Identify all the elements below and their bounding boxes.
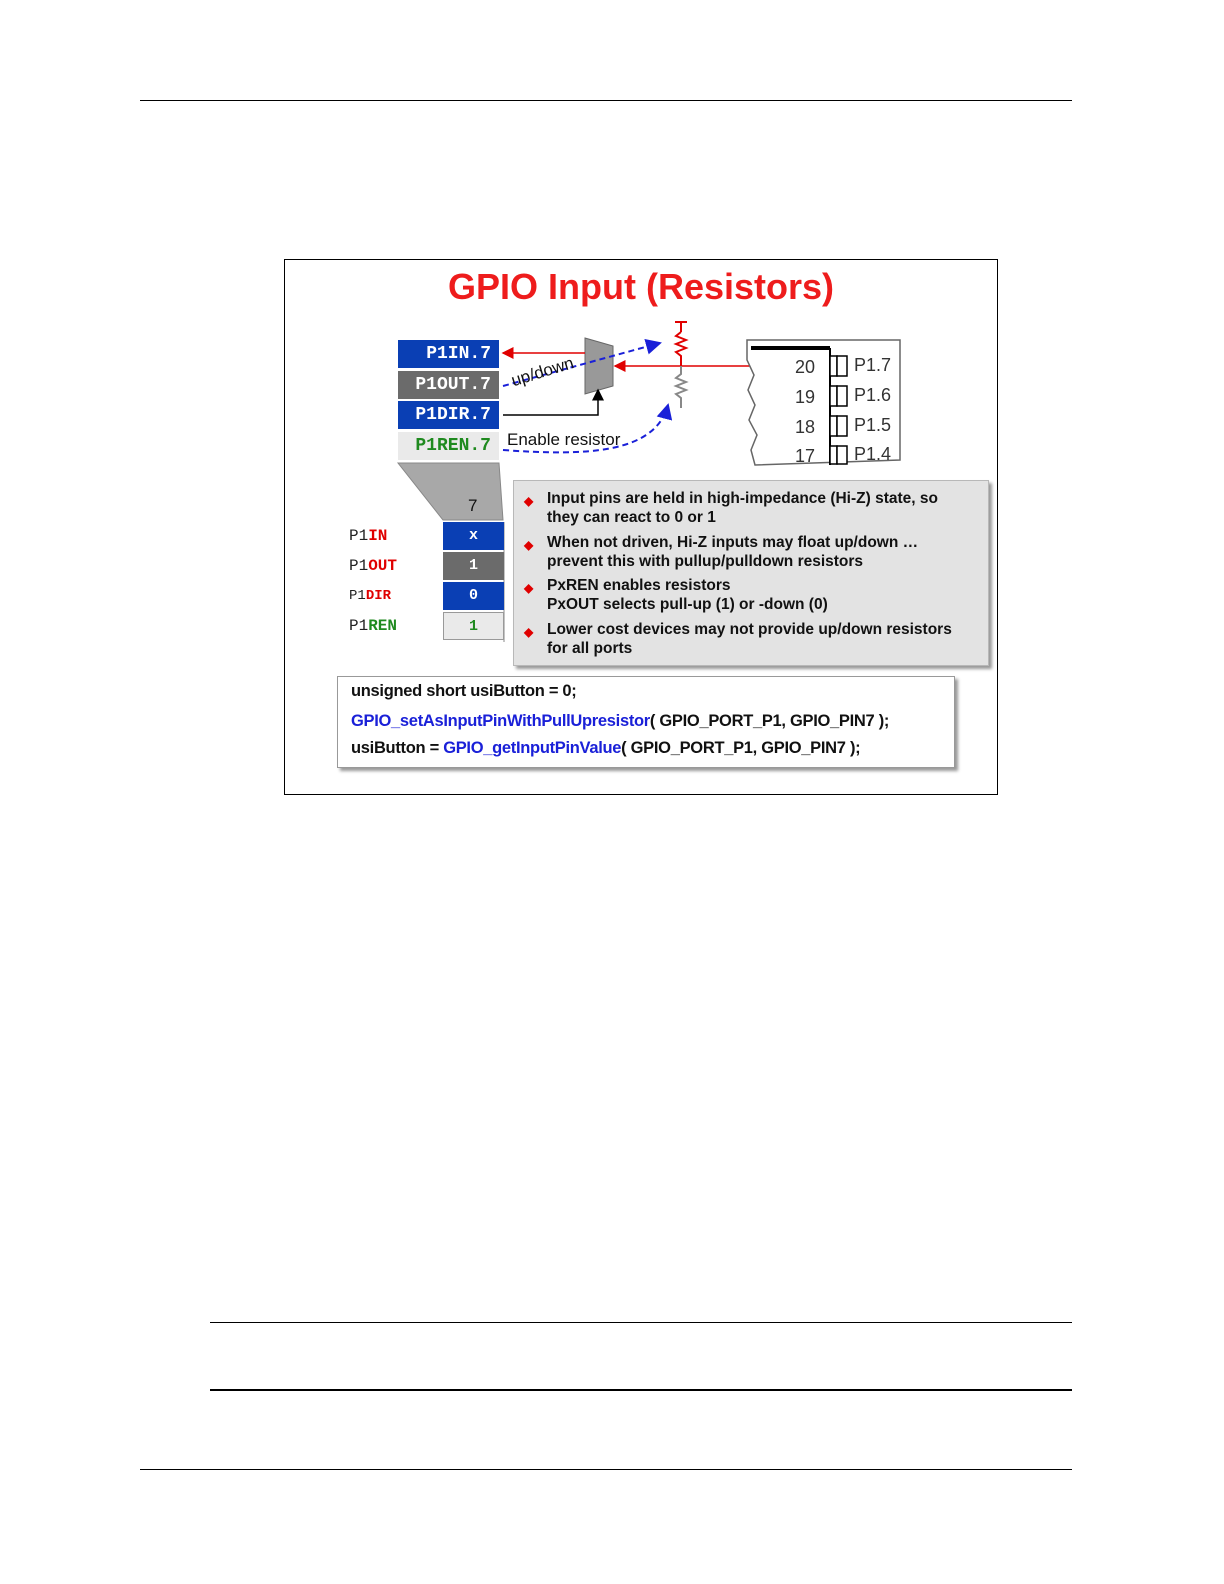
register-funnel (398, 463, 503, 520)
slide-figure (284, 259, 998, 795)
bit-value-p1out: 1 (443, 552, 504, 580)
bullet-item: ◆ PxREN enables resistors PxOUT selects pull-up (1) or -down (0) (524, 577, 828, 613)
footer-rule (140, 1469, 1072, 1470)
row-label-p1dir: P1DIR (349, 588, 392, 604)
diamond-bullet-icon: ◆ (524, 625, 534, 639)
diamond-bullet-icon: ◆ (524, 494, 534, 508)
row-label-p1out: P1OUT (349, 557, 398, 575)
pin-number: 18 (795, 417, 816, 437)
notes-rule-bottom (210, 1389, 1072, 1391)
bit-value-p1dir: 0 (443, 582, 504, 610)
header-rule (140, 100, 1072, 101)
diamond-bullet-icon: ◆ (524, 538, 534, 552)
code-line-2: GPIO_setAsInputPinWithPullUpresistor( GPIO_PORT_P1, GPIO_PIN7 ); (351, 712, 890, 730)
bit-number-label: 7 (468, 496, 478, 515)
slide-title: GPIO Input (Resistors) (447, 266, 835, 307)
register-p1in7: P1IN.7 (398, 340, 499, 368)
up-down-label: up/down (509, 353, 577, 391)
bit-value-p1in: x (443, 522, 504, 550)
register-p1dir7: P1DIR.7 (398, 401, 499, 429)
bullet-item: ◆ Input pins are held in high-impedance (Hi-Z) state, so they can react to 0 or 1 (524, 490, 938, 526)
register-p1out7: P1OUT.7 (398, 371, 499, 399)
bit-value-p1ren: 1 (443, 612, 504, 640)
mux-shape (585, 338, 613, 394)
pin-number: 19 (795, 387, 816, 407)
register-p1ren7: P1REN.7 (398, 432, 499, 460)
pin-name: P1.4 (854, 444, 892, 462)
notes-rule-top (210, 1322, 1072, 1323)
diamond-bullet-icon: ◆ (524, 581, 534, 595)
pin-name: P1.5 (854, 415, 892, 435)
enable-resistor-label: Enable resistor (507, 430, 621, 449)
row-label-p1in: P1IN (349, 527, 388, 545)
code-line-1: unsigned short usiButton = 0; (351, 682, 577, 700)
pin-number: 17 (795, 446, 816, 462)
pin-number: 20 (795, 357, 816, 377)
row-label-p1ren: P1REN (349, 617, 398, 635)
pin-name: P1.6 (854, 385, 892, 405)
bullet-item: ◆ Lower cost devices may not provide up/down resistors for all ports (524, 621, 952, 657)
code-box (337, 676, 955, 768)
bullet-box (513, 480, 989, 666)
bullet-item: ◆ When not driven, Hi-Z inputs may float up/down … prevent this with pullup/pulldown resistors (524, 534, 919, 570)
code-line-3: usiButton = GPIO_getInputPinValue( GPIO_PORT_P1, GPIO_PIN7 ); (351, 739, 861, 757)
pin-name: P1.7 (854, 355, 892, 375)
